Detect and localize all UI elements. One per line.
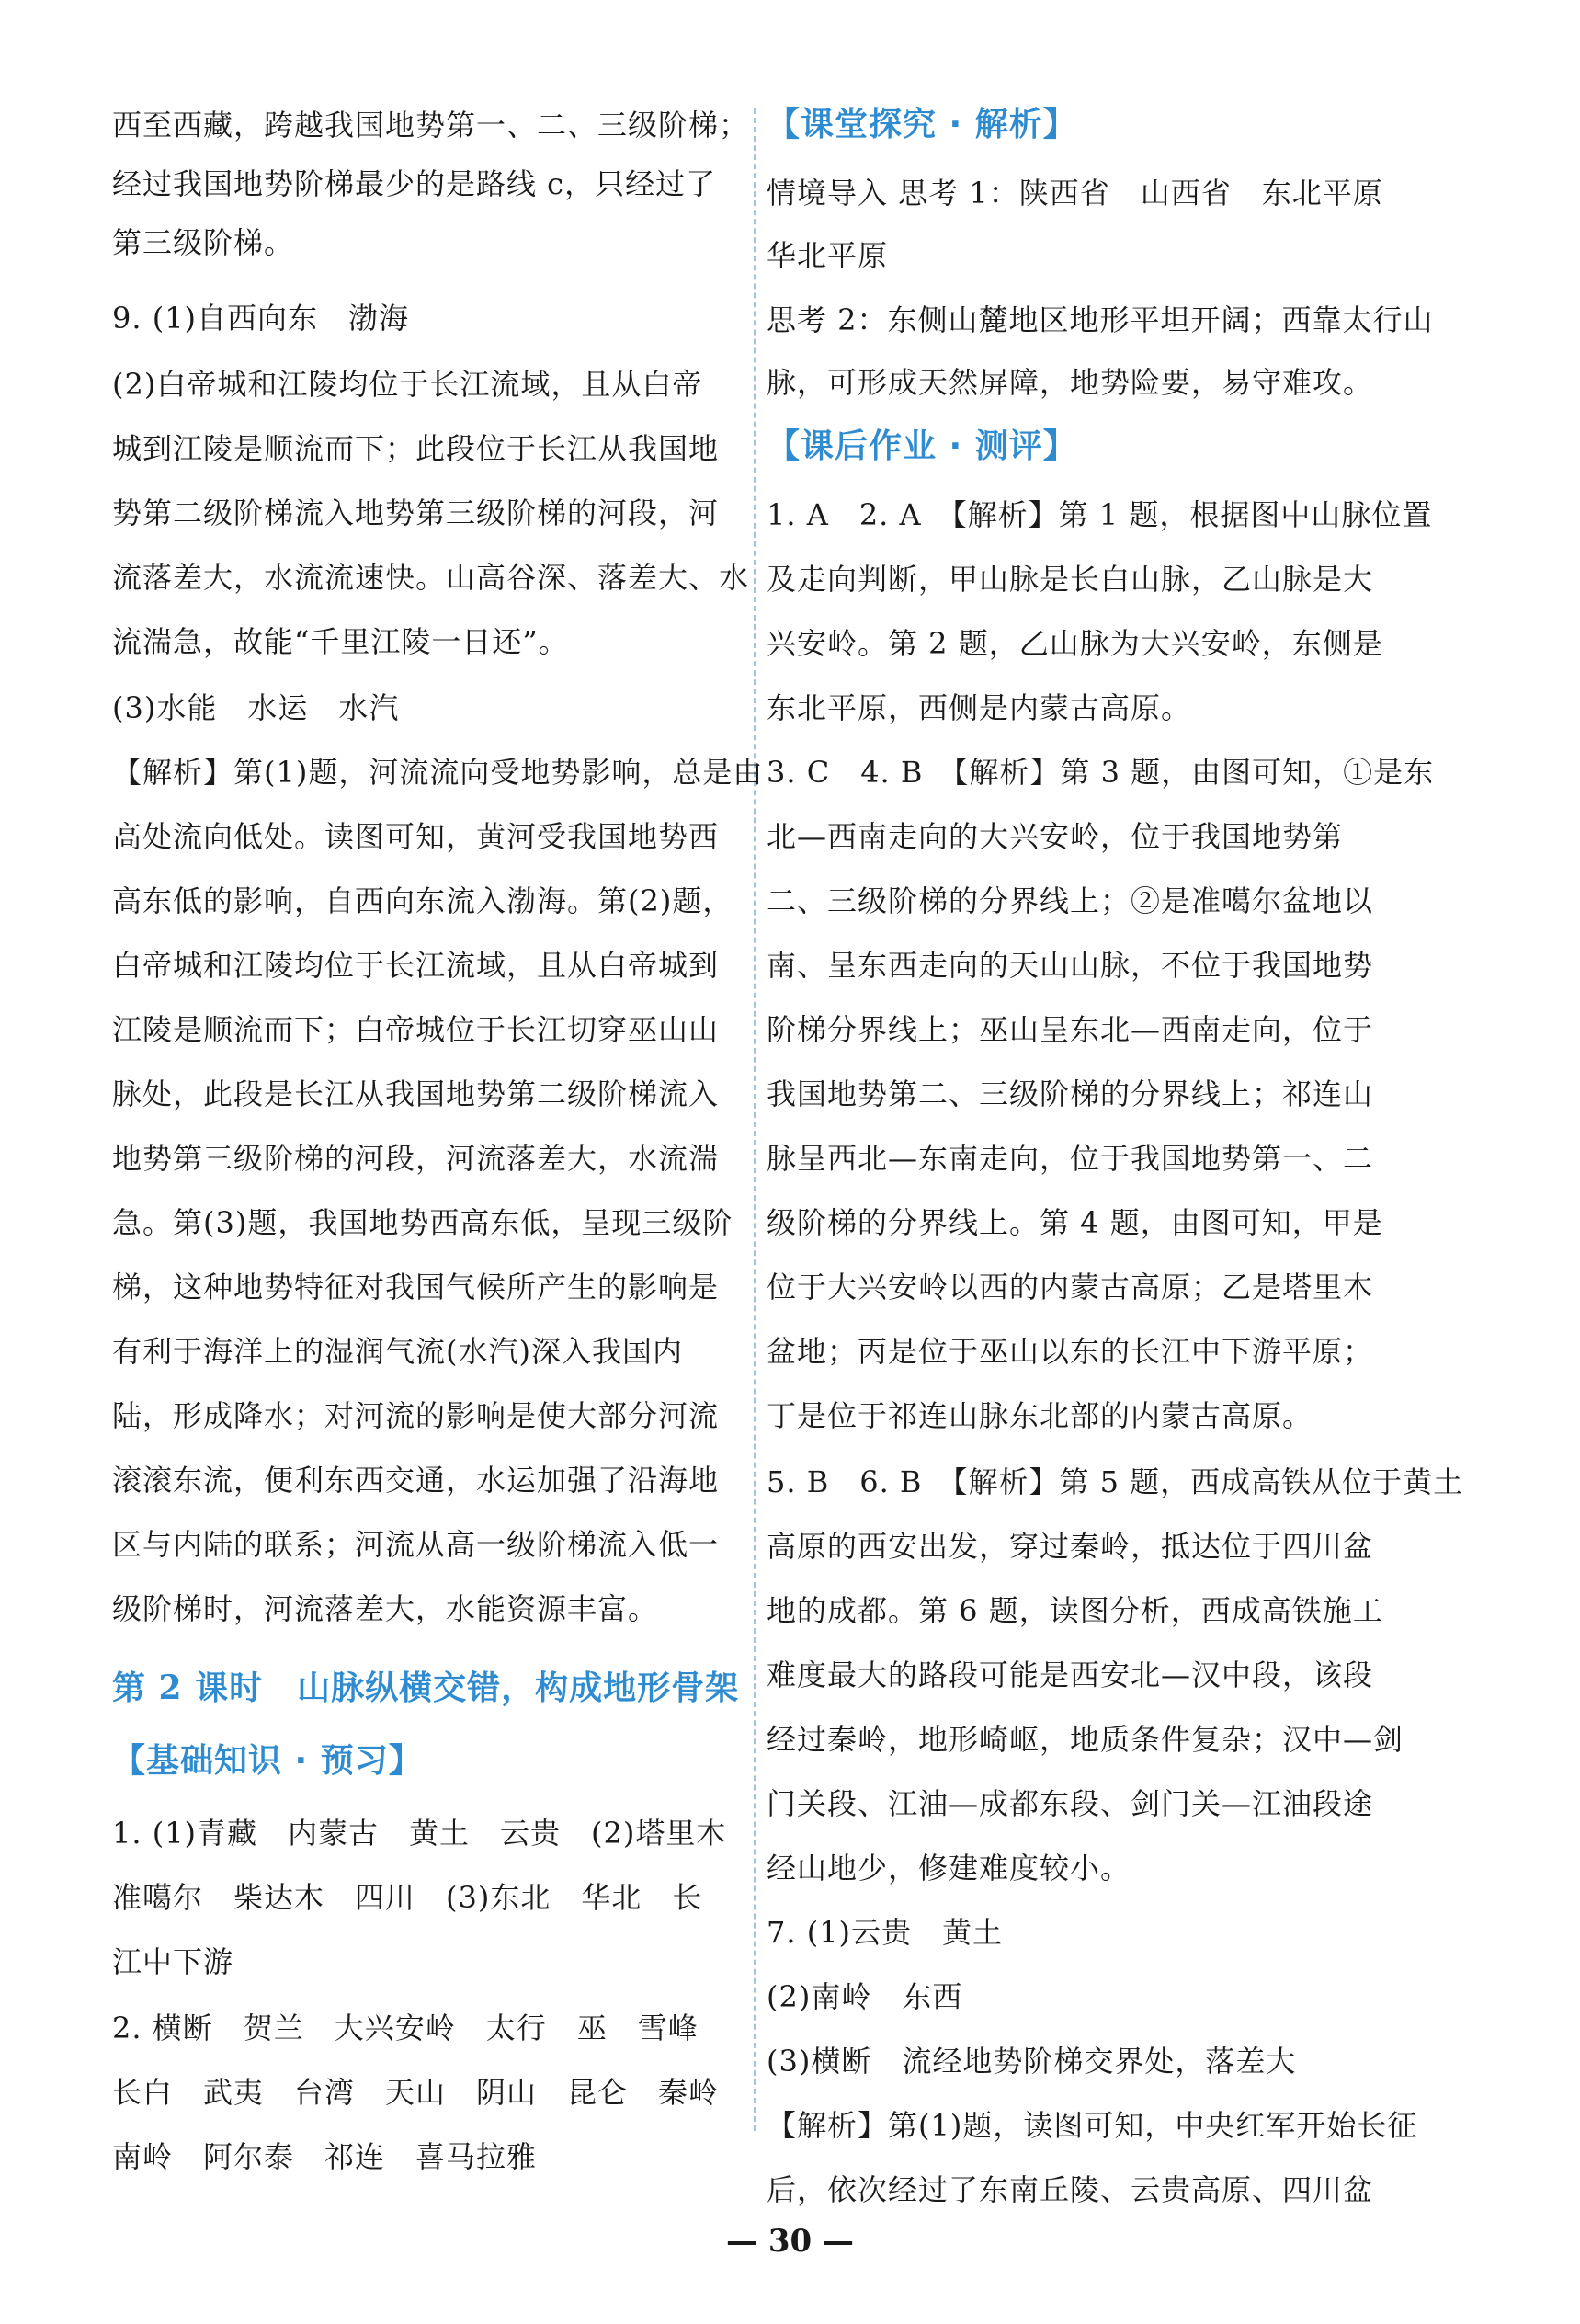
text-line: 经山地少，修建难度较小。 (767, 1851, 1131, 1885)
text-line: 高东低的影响，自西向东流入渤海。第(2)题， (112, 883, 733, 918)
text-line: 高原的西安出发，穿过秦岭，抵达位于四川盆 (767, 1529, 1374, 1564)
text-line: 梯，这种地势特征对我国气候所产生的影响是 (112, 1270, 720, 1304)
text-line: 丁是位于祁连山脉东北部的内蒙古高原。 (767, 1398, 1313, 1433)
text-line: 有利于海洋上的湿润气流(水汽)深入我国内 (112, 1334, 683, 1369)
text-line: 级阶梯的分界线上。第 4 题，由图可知，甲是 (767, 1205, 1383, 1240)
text-line: 地的成都。第 6 题，读图分析，西成高铁施工 (767, 1593, 1383, 1628)
text-line: 江中下游 (112, 1944, 234, 1979)
question-3-4: 3. C 4. B 【解析】第 3 题，由图可知，①是东 (767, 755, 1435, 790)
text-line: 后，依次经过了东南丘陵、云贵高原、四川盆 (767, 2172, 1374, 2207)
text-line: 思考 2：东侧山麓地区地形平坦开阔；西靠太行山 (767, 302, 1434, 337)
text-line: 脉呈西北—东南走向，位于我国地势第一、二 (767, 1141, 1374, 1176)
page-number: — 30 — (726, 2223, 854, 2260)
text-line: 流湍急，故能“千里江陵一日还”。 (112, 624, 569, 659)
question-1: 1. (1)青藏 内蒙古 黄土 云贵 (2)塔里木 (112, 1816, 727, 1851)
text-line: 门关段、江油—成都东段、剑门关—江油段途 (767, 1786, 1374, 1821)
text-line: 流落差大，水流流速快。山高谷深、落差大、水 (112, 560, 750, 595)
text-line: 兴安岭。第 2 题，乙山脉为大兴安岭，东侧是 (767, 626, 1383, 661)
lesson-title: 第 2 课时 山脉纵横交错，构成地形骨架 (112, 1669, 740, 1707)
text-line: 东北平原，西侧是内蒙古高原。 (767, 690, 1192, 725)
text-line: 急。第(3)题，我国地势西高东低，呈现三级阶 (112, 1205, 733, 1240)
text-line: 长白 武夷 台湾 天山 阴山 昆仑 秦岭 (112, 2075, 720, 2110)
text-line: 脉，可形成天然屏障，地势险要，易守难攻。 (767, 365, 1374, 400)
text-line: 南岭 阿尔泰 祁连 喜马拉雅 (112, 2139, 538, 2174)
section-heading-preview: 【基础知识 · 预习】 (112, 1742, 423, 1780)
text-line: 经过秦岭，地形崎岖，地质条件复杂；汉中—剑 (767, 1722, 1404, 1757)
text-line: 势第二级阶梯流入地势第三级阶梯的河段，河 (112, 496, 720, 530)
text-line: 西至西藏，跨越我国地势第一、二、三级阶梯； (112, 108, 750, 142)
text-line: 高处流向低处。读图可知，黄河受我国地势西 (112, 819, 720, 854)
text-line: 盆地；丙是位于巫山以东的长江中下游平原； (767, 1334, 1374, 1369)
text-line: 脉处，此段是长江从我国地势第二级阶梯流入 (112, 1077, 720, 1111)
text-line: 第三级阶梯。 (112, 225, 295, 260)
text-line: 我国地势第二、三级阶梯的分界线上；祁连山 (767, 1077, 1374, 1111)
question-1-2: 1. A 2. A 【解析】第 1 题，根据图中山脉位置 (767, 497, 1433, 532)
text-line: 经过我国地势阶梯最少的是路线 c，只经过了 (112, 166, 717, 201)
question-2: 2. 横断 贺兰 大兴安岭 太行 巫 雪峰 (112, 2011, 699, 2045)
text-line: (3)横断 流经地势阶梯交界处，落差大 (767, 2044, 1297, 2079)
question-9: 9. (1)自西向东 渤海 (112, 301, 410, 336)
text-line: 江陵是顺流而下；白帝城位于长江切穿巫山山 (112, 1012, 720, 1047)
text-line: 级阶梯时，河流落差大，水能资源丰富。 (112, 1591, 659, 1626)
text-line: 南、呈东西走向的天山山脉，不位于我国地势 (767, 948, 1374, 983)
text-line: 位于大兴安岭以西的内蒙古高原；乙是塔里木 (767, 1270, 1374, 1304)
analysis-line: 【解析】第(1)题，读图可知，中央红军开始长征 (767, 2108, 1418, 2143)
text-line: 华北平原 (767, 238, 889, 273)
text-line: 陆，形成降水；对河流的影响是使大部分河流 (112, 1398, 720, 1433)
text-line: 区与内陆的联系；河流从高一级阶梯流入低一 (112, 1527, 720, 1562)
text-line: (2)白帝城和江陵均位于长江流域，且从白帝 (112, 367, 703, 402)
question-5-6: 5. B 6. B 【解析】第 5 题，西成高铁从位于黄土 (767, 1464, 1464, 1499)
section-heading-class: 【课堂探究 · 解析】 (767, 106, 1077, 143)
text-line: (2)南岭 东西 (767, 1979, 963, 2014)
text-line: 城到江陵是顺流而下；此段位于长江从我国地 (112, 431, 720, 466)
text-line: 北—西南走向的大兴安岭，位于我国地势第 (767, 819, 1344, 854)
section-heading-homework: 【课后作业 · 测评】 (767, 427, 1077, 465)
text-line: 白帝城和江陵均位于长江流域，且从白帝城到 (112, 948, 720, 983)
column-divider (754, 108, 756, 2131)
text-line: 情境导入 思考 1：陕西省 山西省 东北平原 (767, 176, 1383, 211)
text-line: (3)水能 水运 水汽 (112, 690, 400, 725)
text-line: 二、三级阶梯的分界线上；②是准噶尔盆地以 (767, 883, 1374, 918)
text-line: 阶梯分界线上；巫山呈东北—西南走向，位于 (767, 1012, 1374, 1047)
text-line: 滚滚东流，便利东西交通，水运加强了沿海地 (112, 1463, 720, 1498)
text-line: 难度最大的路段可能是西安北—汉中段，该段 (767, 1658, 1374, 1692)
question-7: 7. (1)云贵 黄土 (767, 1915, 1004, 1950)
text-line: 地势第三级阶梯的河段，河流落差大，水流湍 (112, 1141, 720, 1176)
text-line: 及走向判断，甲山脉是长白山脉，乙山脉是大 (767, 562, 1374, 597)
analysis-line: 【解析】第(1)题，河流流向受地势影响，总是由 (112, 755, 764, 790)
text-line: 准噶尔 柴达木 四川 (3)东北 华北 长 (112, 1880, 703, 1915)
